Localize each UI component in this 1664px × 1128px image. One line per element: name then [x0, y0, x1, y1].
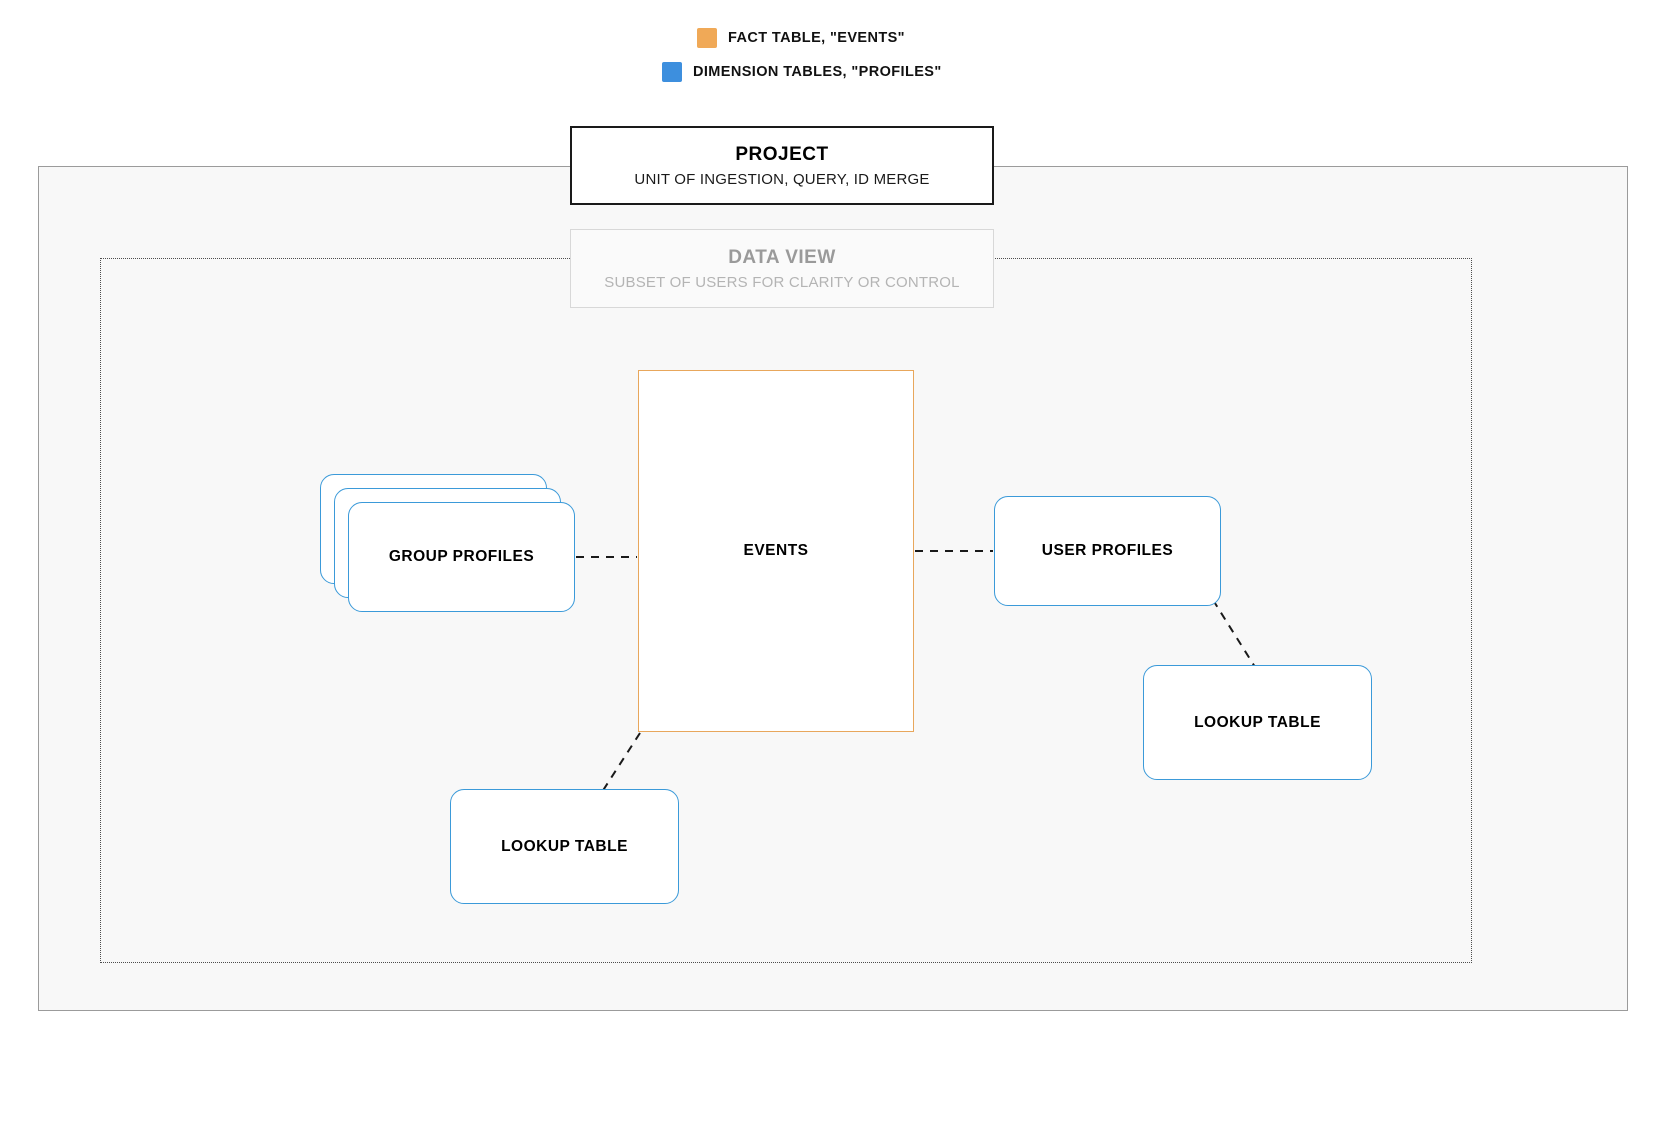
node-user-profiles[interactable]	[994, 496, 1221, 606]
legend-item-label: DIMENSION TABLES, "PROFILES"	[693, 64, 942, 80]
node-label: GROUP PROFILES	[388, 548, 535, 565]
square-swatch-icon	[697, 28, 717, 48]
data-view-title: DATA VIEW	[728, 246, 836, 268]
legend-item-label: FACT TABLE, "EVENTS"	[728, 30, 905, 46]
data-view-header	[570, 229, 994, 308]
data-view-subtitle: SUBSET OF USERS FOR CLARITY OR CONTROL	[604, 273, 960, 291]
node-label: USER PROFILES	[1041, 542, 1174, 559]
node-label: EVENTS	[743, 542, 809, 559]
legend-item-dimension-tables	[0, 62, 1664, 82]
legend-item-fact-table	[0, 28, 1664, 48]
node-lookup-table-left[interactable]	[450, 789, 679, 904]
node-label: LOOKUP TABLE	[501, 837, 628, 855]
node-group-profiles[interactable]	[348, 502, 575, 612]
legend	[0, 28, 1664, 96]
node-lookup-table-right[interactable]	[1143, 665, 1372, 780]
project-header	[570, 126, 994, 205]
project-subtitle: UNIT OF INGESTION, QUERY, ID MERGE	[634, 170, 930, 188]
project-title: PROJECT	[735, 143, 829, 165]
node-events[interactable]	[638, 370, 914, 732]
square-swatch-icon	[662, 62, 682, 82]
node-label: LOOKUP TABLE	[1194, 713, 1321, 731]
